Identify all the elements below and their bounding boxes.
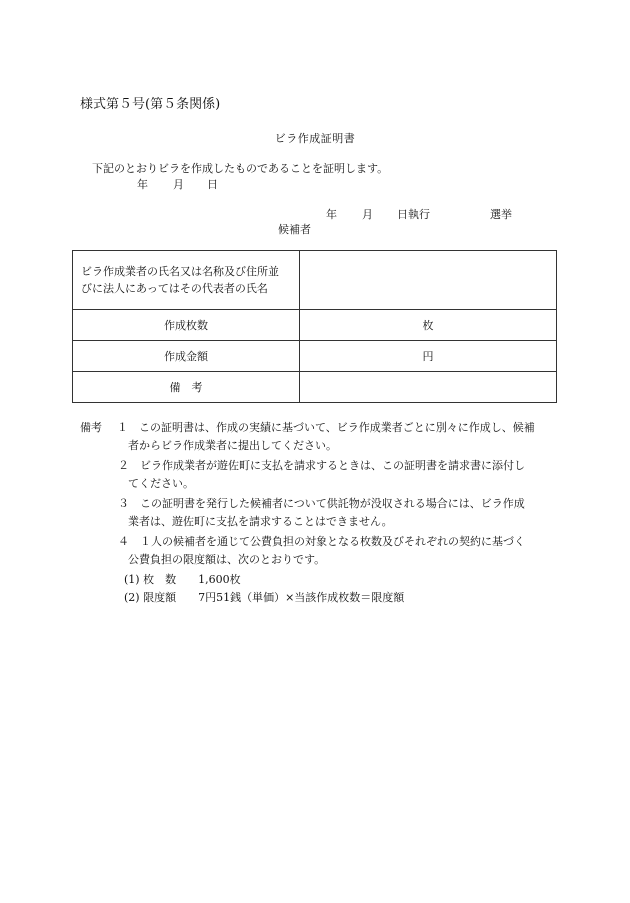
date-month: 月: [173, 178, 184, 191]
election-day-executed: 日執行: [397, 208, 430, 221]
amount-label: 作成金額: [73, 341, 300, 372]
certificate-table: [72, 250, 557, 403]
sheet-count-unit: 枚: [422, 319, 434, 332]
note-1-line1: １ この証明書は、作成の実績に基づいて、ビラ作成業者ごとに別々に作成し、候補: [117, 421, 535, 434]
sheet-count-label: 作成枚数: [73, 310, 300, 341]
note-4-item-2: (2) 限度額 7円51銭（単価）×当該作成枚数＝限度額: [124, 591, 405, 604]
table-row: [73, 341, 557, 372]
election-year: 年: [326, 208, 337, 221]
date-year: 年: [137, 178, 148, 191]
note-3-line1: ３ この証明書を発行した候補者について供託物が没収される場合には、ビラ作成: [118, 497, 525, 510]
note-4-line2: 公費負担の限度額は、次のとおりです。: [128, 553, 326, 566]
note-4-item-1: (1) 枚 数 1,600枚: [124, 573, 241, 586]
contractor-name-label-line1: ビラ作成業者の氏名又は名称及び住所並: [81, 265, 279, 278]
certification-statement: 下記のとおりビラを作成したものであることを証明します。: [92, 162, 389, 175]
note-3-line2: 業者は、遊佐町に支払を請求することはできません。: [128, 515, 393, 528]
contractor-name-label-line2: びに法人にあってはその代表者の氏名: [81, 282, 268, 295]
date-day: 日: [207, 178, 218, 191]
table-row: [73, 372, 557, 403]
table-row: [73, 310, 557, 341]
note-2-line2: てください。: [128, 477, 194, 490]
contractor-name-label: [73, 251, 300, 310]
note-2-line1: ２ ビラ作成業者が遊佐町に支払を請求するときは、この証明書を請求書に添付し: [118, 459, 525, 472]
election-name: 選挙: [490, 208, 512, 221]
candidate-label: 候補者: [278, 223, 311, 236]
remarks-label: 備 考: [73, 372, 300, 403]
notes-heading: 備考: [80, 421, 102, 434]
form-number: 様式第５号(第５条関係): [80, 97, 221, 112]
table-row: [73, 251, 557, 310]
amount-unit: 円: [422, 350, 434, 363]
note-1-line2: 者からビラ作成業者に提出してください。: [128, 439, 337, 452]
election-month: 月: [362, 208, 373, 221]
remarks-field[interactable]: [300, 372, 557, 403]
sheet-count-field[interactable]: [300, 310, 557, 341]
note-4-line1: ４ １人の候補者を通じて公費負担の対象となる枚数及びそれぞれの契約に基づく: [118, 535, 525, 548]
contractor-name-field[interactable]: [300, 251, 557, 310]
amount-field[interactable]: [300, 341, 557, 372]
document-title: ビラ作成証明書: [274, 132, 356, 145]
